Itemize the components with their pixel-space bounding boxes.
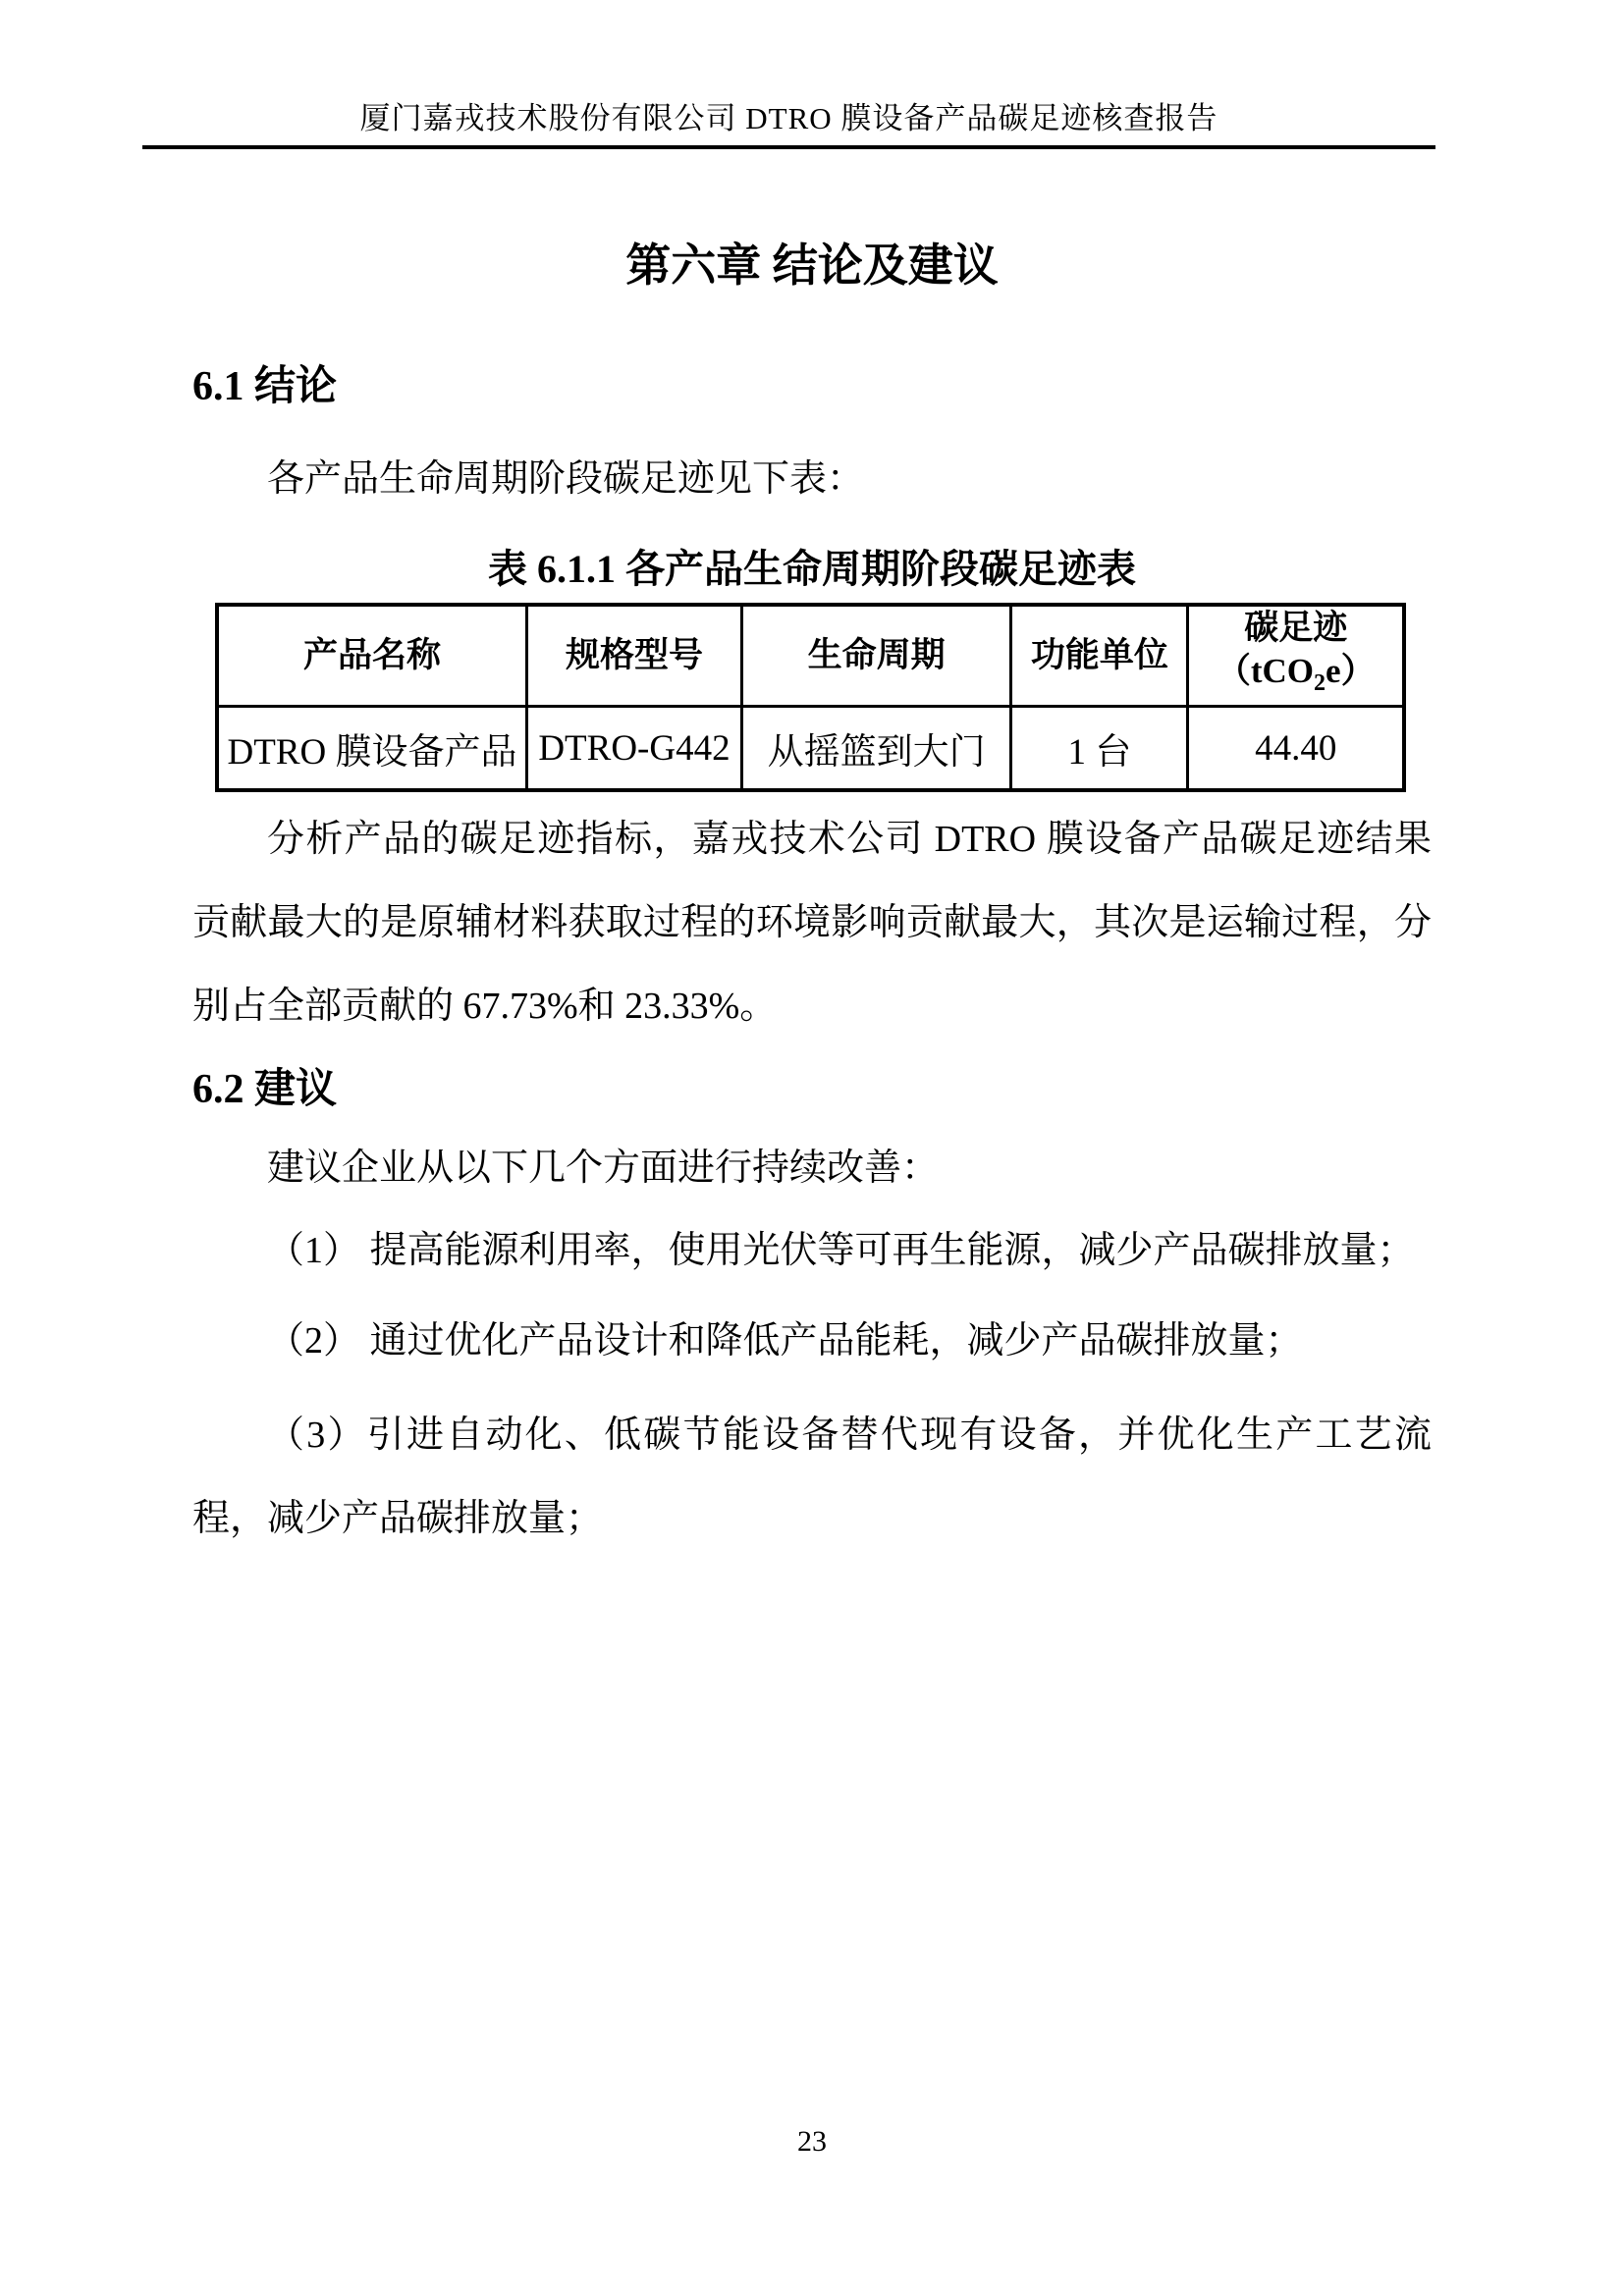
table-header-row [217, 605, 1404, 707]
table-caption: 表 6.1.1 各产品生命周期阶段碳足迹表 [488, 547, 1136, 591]
carbon-footprint-unit-close: e） [1326, 652, 1376, 690]
section-heading-6-1: 6.1 结论 [192, 364, 338, 409]
cell-carbon-footprint: 44.40 [1188, 707, 1404, 791]
section-heading-6-2: 6.2 建议 [192, 1067, 338, 1112]
suggestion-item-3: （3）引进自动化、低碳节能设备替代现有设备，并优化生产工艺流程，减少产品碳排放量； [192, 1415, 1432, 1539]
suggestion-item-1: （1） 提高能源利用率，使用光伏等可再生能源，减少产品碳排放量； [267, 1230, 1415, 1271]
running-header [142, 0, 1435, 149]
carbon-footprint-unit-subscript: 2 [1314, 670, 1326, 696]
cell-functional-unit: 1 台 [1011, 707, 1188, 791]
suggestion-item-2: （2） 通过优化产品设计和降低产品能耗，减少产品碳排放量； [267, 1320, 1303, 1362]
col-header-model: 规格型号 [527, 605, 742, 707]
cell-model: DTRO-G442 [527, 707, 742, 791]
carbon-footprint-label-line1: 碳足迹 [1244, 609, 1348, 647]
col-header-carbon-footprint [1188, 605, 1404, 707]
page-number: 23 [797, 2125, 827, 2158]
cell-product-name: DTRO 膜设备产品 [217, 707, 527, 791]
footprint-table [215, 603, 1406, 792]
page-content [192, 236, 1432, 1561]
cell-life-cycle: 从摇篮到大门 [741, 707, 1010, 791]
section-6-1-intro: 各产品生命周期阶段碳足迹见下表： [267, 458, 865, 500]
col-header-life-cycle: 生命周期 [741, 605, 1010, 707]
carbon-footprint-unit-open: （tCO [1216, 652, 1315, 690]
analysis-paragraph: 分析产品的碳足迹指标，嘉戎技术公司 DTRO 膜设备产品碳足迹结果贡献最大的是原辅材料获取过程的环境影响贡献最大，其次是运输过程，分别占全部贡献的 67.73%和 23.33%。 [192, 819, 1432, 1027]
running-header-title: 厦门嘉戎技术股份有限公司 DTRO 膜设备产品碳足迹核查报告 [359, 101, 1218, 135]
chapter-title: 第六章 结论及建议 [625, 240, 999, 291]
col-header-functional-unit: 功能单位 [1011, 605, 1188, 707]
table-row [217, 707, 1404, 791]
section-6-2-intro: 建议企业从以下几个方面进行持续改善： [267, 1148, 940, 1189]
col-header-product-name: 产品名称 [217, 605, 527, 707]
